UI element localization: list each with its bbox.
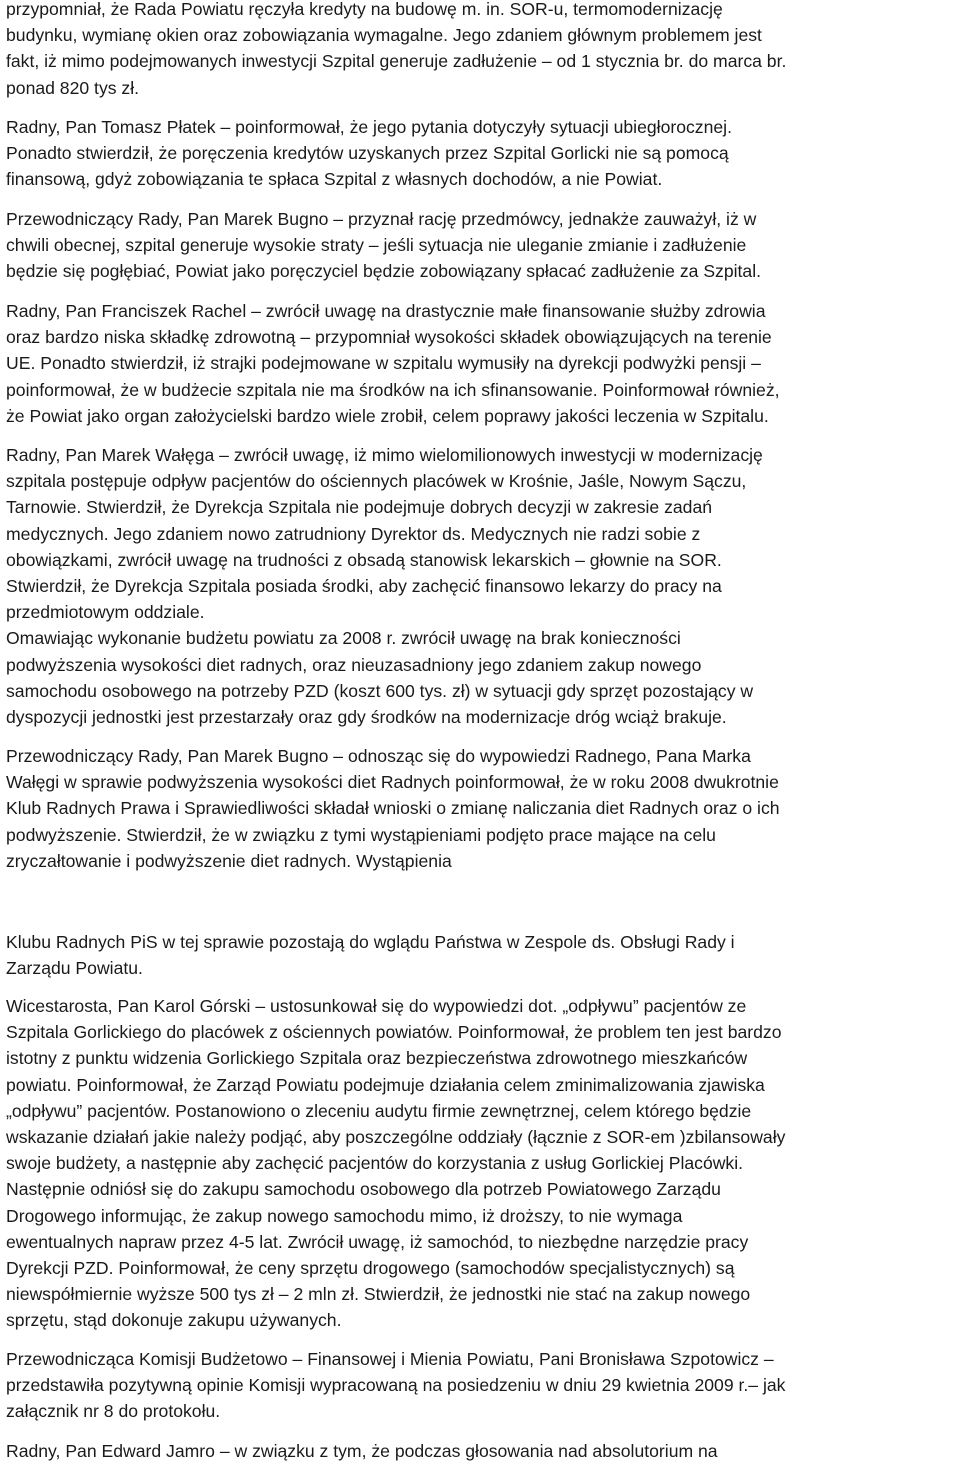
text-line: podwyższenia wysokości diet radnych, oraz nieuzasadniony jego zdaniem zakup nowego xyxy=(6,654,702,675)
text-line: szpitala postępuje odpływ pacjentów do ościennych placówek w Krośnie, Jaśle, Nowym Sączu, xyxy=(6,471,747,492)
text-line: Ponadto stwierdził, że poręczenia kredytów uzyskanych przez Szpital Gorlicki nie są pomocą xyxy=(6,143,729,164)
text-line: dyspozycji jednostki jest przestarzały oraz gdy środków na modernizacje dróg wciąż brakuje. xyxy=(6,707,727,728)
text-line: Drogowego informując, że zakup nowego samochodu mimo, iż droższy, to nie wymaga xyxy=(6,1205,683,1226)
text-line: podwyższenie. Stwierdził, że w związku z tymi wystąpieniami podjęto prace mające na celu xyxy=(6,824,716,845)
text-line: Wałęgi w sprawie podwyższenia wysokości diet Radnych poinformował, że w roku 2008 dwukrotnie xyxy=(6,772,779,793)
text-line: załącznik nr 8 do protokołu. xyxy=(6,1401,221,1422)
text-line: Dyrekcji PZD. Poinformował, że ceny sprzętu drogowego (samochodów specjalistycznych) są xyxy=(6,1258,735,1279)
text-line: sprzętu, stąd dokonuje zakupu używanych. xyxy=(6,1310,342,1331)
paragraph xyxy=(6,1346,785,1425)
text-line: chwili obecnej, szpital generuje wysokie straty – jeśli sytuacja nie uleganie zmianie i zadłużenie xyxy=(6,235,747,256)
text-line: medycznych. Jego zdaniem nowo zatrudniony Dyrektor ds. Medycznych nie radzi sobie z xyxy=(6,523,701,544)
text-line: Przewodnicząca Komisji Budżetowo – Finansowej i Mienia Powiatu, Pani Bronisława Szpotowicz – xyxy=(6,1349,774,1369)
text-line: swoje budżety, a następnie aby zachęcić pacjentów do korzystania z usług Gorlickiej Placówki. xyxy=(6,1153,744,1174)
text-line: Wicestarosta, Pan Karol Górski – ustosunkował się do wypowiedzi dot. „odpływu” pacjentów ze xyxy=(6,996,747,1016)
text-line: Klub Radnych Prawa i Sprawiedliwości składał wnioski o zmianę naliczania diet Radnych oraz o ich xyxy=(6,798,780,819)
text-line: Zarządu Powiatu. xyxy=(6,958,143,979)
text-line: samochodu osobowego na potrzeby PZD (koszt 600 tys. zł) w sytuacji gdy sprzęt pozostający w xyxy=(6,680,754,701)
text-line: ponad 820 tys zł. xyxy=(6,77,140,98)
text-line: budynku, wymianę okien oraz zobowiązania wymagalne. Jego zdaniem głównym problemem jest xyxy=(6,25,762,46)
text-line: wskazanie działań jakie należy podjąć, aby poszczególne oddziały (łącznie z SOR-em )zbilansowały xyxy=(6,1127,786,1148)
paragraph xyxy=(6,1438,718,1464)
text-line: istotny z punktu widzenia Gorlickiego Szpitala oraz bezpieczeństwa zdrowotnego mieszkańców xyxy=(6,1048,748,1069)
paragraph xyxy=(6,929,735,981)
text-line: UE. Ponadto stwierdził, iż strajki podejmowane w szpitalu wymusiły na dyrekcji podwyżki pensji – xyxy=(6,353,761,374)
text-line: Przewodniczący Rady, Pan Marek Bugno – przyznał rację przedmówcy, jednakże zauważył, iż w xyxy=(6,209,757,229)
paragraph xyxy=(6,743,780,874)
text-line: będzie się pogłębiać, Powiat jako poręczyciel będzie zobowiązany spłacać zadłużenie za Szpital. xyxy=(6,261,762,282)
text-line: Następnie odniósł się do zakupu samochodu osobowego dla potrzeb Powiatowego Zarządu xyxy=(6,1179,721,1200)
paragraph xyxy=(6,206,761,285)
text-line: Radny, Pan Tomasz Płatek – poinformował, że jego pytania dotyczyły sytuacji ubiegłorocznej. xyxy=(6,117,732,137)
text-line: Radny, Pan Marek Wałęga – zwrócił uwagę, iż mimo wielomilionowych inwestycji w modernizację xyxy=(6,445,763,465)
paragraph xyxy=(6,0,786,101)
text-line: fakt, iż mimo podejmowanych inwestycji Szpital generuje zadłużenie – od 1 stycznia br. do marca br. xyxy=(6,51,787,72)
text-line: Stwierdził, że Dyrekcja Szpitala posiada środki, aby zachęcić finansowo lekarzy do pracy na xyxy=(6,576,722,597)
text-line: Radny, Pan Edward Jamro – w związku z tym, że podczas głosowania nad absolutorium na xyxy=(6,1441,718,1461)
text-line: „odpływu” pacjentów. Postanowiono o zleceniu audytu firmie zewnętrznej, celem którego będzie xyxy=(6,1100,752,1121)
paragraph xyxy=(6,442,763,730)
text-line: zryczałtowanie i podwyższenie diet radnych. Wystąpienia xyxy=(6,850,452,871)
text-line: przedstawiła pozytywną opinie Komisji wypracowaną na posiedzeniu w dniu 29 kwietnia 2009 r.– jak xyxy=(6,1375,786,1396)
text-line: ewentualnych napraw przez 4-5 lat. Zwrócił uwagę, iż samochód, to niezbędne narzędzie pracy xyxy=(6,1231,749,1252)
text-line: poinformował, że w budżecie szpitala nie ma środków na ich sfinansowanie. Poinformował również, xyxy=(6,379,780,400)
paragraph xyxy=(6,114,732,193)
text-line: Tarnowie. Stwierdził, że Dyrekcja Szpitala nie podejmuje dobrych decyzji w zakresie zadań xyxy=(6,497,713,518)
paragraph xyxy=(6,298,780,429)
text-line: finansową, gdyż zobowiązania te spłaca Szpital z własnych dochodów, a nie Powiat. xyxy=(6,169,663,190)
text-line: Radny, Pan Franciszek Rachel – zwrócił uwagę na drastycznie małe finansowanie służby zdrowia xyxy=(6,301,766,321)
text-line: przedmiotowym oddziale. xyxy=(6,602,205,623)
paragraph xyxy=(6,993,785,1334)
text-line: przypomniał, że Rada Powiatu ręczyła kredyty na budowę m. in. SOR-u, termomodernizację xyxy=(6,0,723,19)
text-line: obowiązkami, zwrócił uwagę na trudności z obsadą stanowisk lekarskich – głownie na SOR. xyxy=(6,549,722,570)
text-line: Przewodniczący Rady, Pan Marek Bugno – odnosząc się do wypowiedzi Radnego, Pana Marka xyxy=(6,746,751,766)
text-line: oraz bardzo niska składkę zdrowotną – przypomniał wysokości składek obowiązujących na terenie xyxy=(6,327,772,348)
text-line: Klubu Radnych PiS w tej sprawie pozostają do wglądu Państwa w Zespole ds. Obsługi Rady i xyxy=(6,932,735,952)
text-line: niewspółmiernie wyższe 500 tys zł – 2 mln zł. Stwierdził, że jednostki nie stać na zakup nowego xyxy=(6,1284,751,1305)
text-line: powiatu. Poinformował, że Zarząd Powiatu podejmuje działania celem zminimalizowania zjawiska xyxy=(6,1074,765,1095)
text-line: Omawiając wykonanie budżetu powiatu za 2008 r. zwrócił uwagę na brak konieczności xyxy=(6,628,681,649)
text-line: Szpitala Gorlickiego do placówek z ościennych powiatów. Poinformował, że problem ten jest bardzo xyxy=(6,1022,782,1043)
text-line: że Powiat jako organ założycielski bardzo wiele zrobił, celem poprawy jakości leczenia w Szpitalu. xyxy=(6,405,769,426)
